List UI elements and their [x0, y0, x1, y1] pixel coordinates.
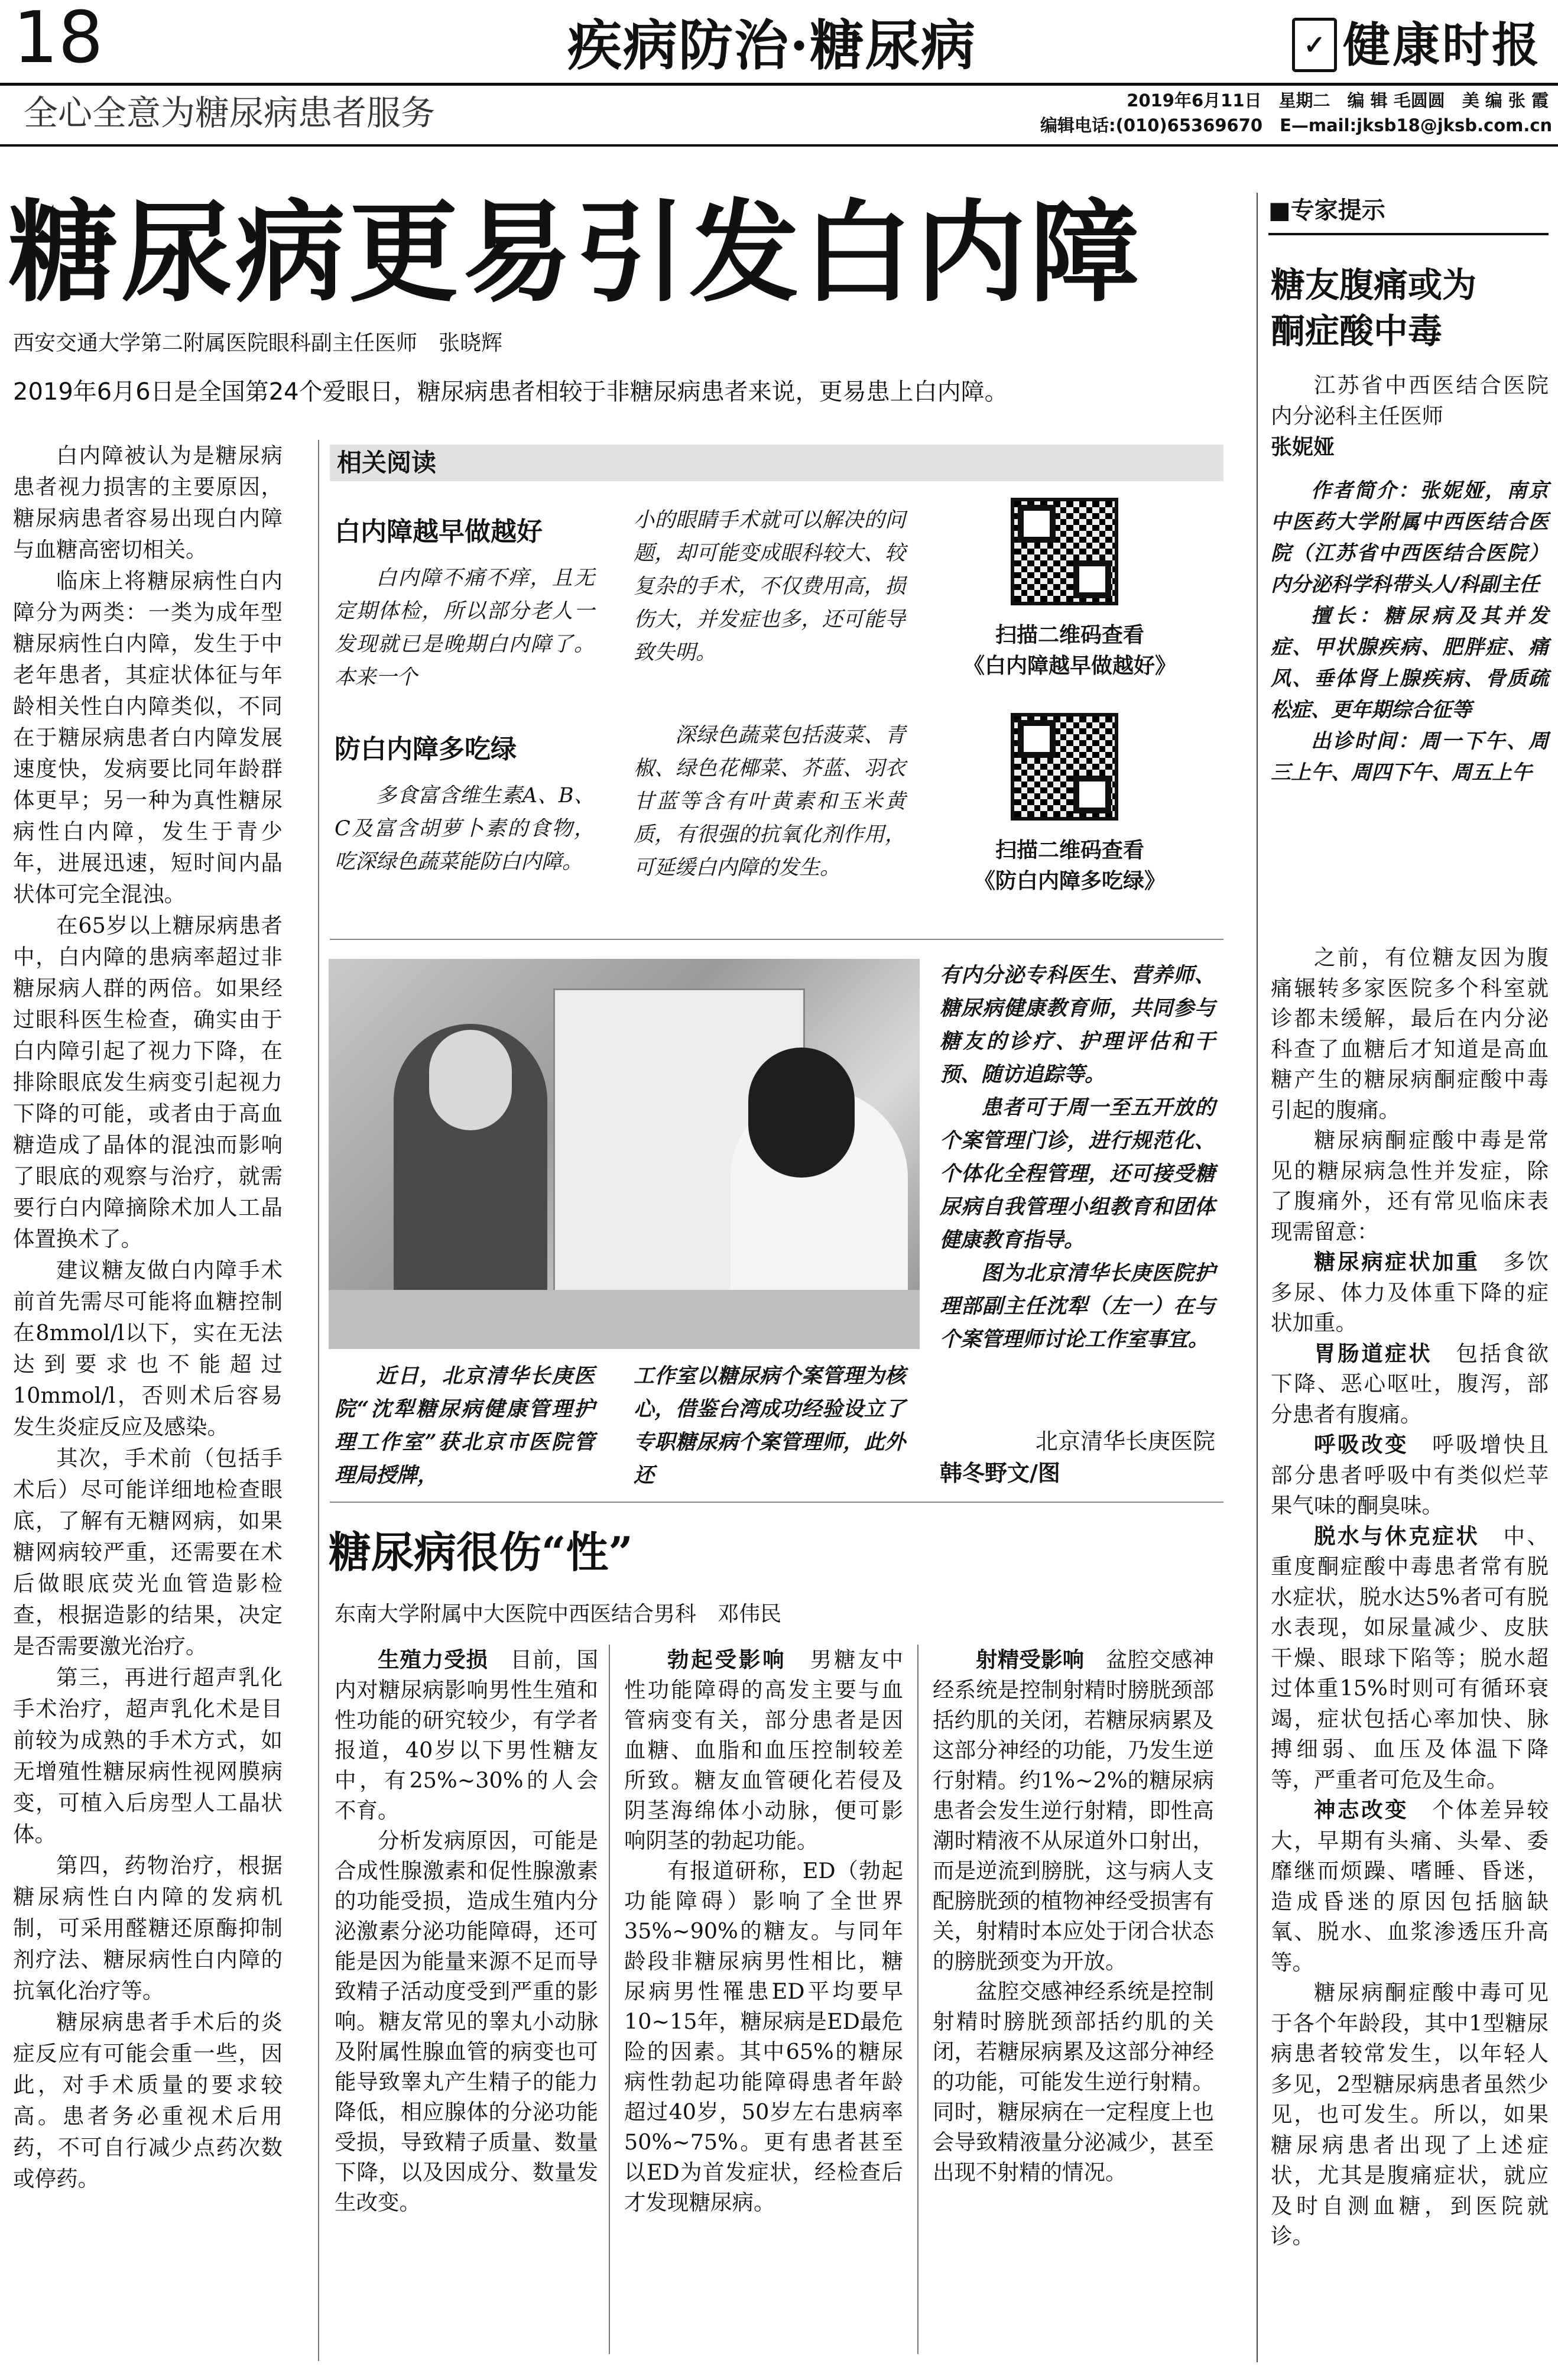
sidebar-paragraph	[1271, 942, 1549, 1125]
page-number: 18	[13, 0, 103, 79]
related-item2-text-b	[634, 719, 905, 884]
paragraph-text: 男糖友中性功能障碍的高发主要与血管病变有关，部分患者是因血糖、血脂和血压控制较差所致。糖友血管硬化若侵及阴茎海绵体小动脉，便可影响阴茎的勃起功能。	[624, 1647, 904, 1853]
paragraph-text: 糖尿病酮症酸中毒是常见的糖尿病急性并发症，除了腹痛外，还有常见临床表现需留意：	[1271, 1127, 1549, 1244]
sidebar-paragraph	[1271, 1125, 1549, 1247]
related-reading-label: 相关阅读	[330, 445, 1223, 481]
related-item1-paragraph-a: 白内障不痛不痒，且无定期体检，所以部分老人一发现就已是晚期白内障了。本来一个	[335, 566, 595, 689]
subhead: 糖尿病症状加重	[1314, 1249, 1480, 1275]
subhead: 脱水与休克症状	[1314, 1523, 1480, 1549]
paragraph-text: 盆腔交感神经系统是控制射精时膀胱颈部括约肌的关闭，若糖尿病累及这部分神经的功能，可能发生逆行射精。同时，糖尿病在一定程度上也会导致精液量分泌减少，甚至出现不射精的情况。	[933, 1979, 1214, 2185]
main-paragraph: 第四，药物治疗，根据糖尿病性白内障的发病机制，可采用醛糖还原酶抑制剂疗法、糖尿病性白内障的抗氧化治疗等。	[13, 1853, 283, 2003]
date-line: 2019年6月11日 星期二 编 辑 毛圆圆 美 编 张 霞	[1127, 90, 1549, 111]
photo-bottom-rule	[330, 1502, 1223, 1503]
section-title: 疾病防治·糖尿病	[567, 14, 977, 77]
bio-text: 周一下午、周三上午、周四下午、周五上午	[1271, 729, 1549, 784]
main-paragraph: 临床上将糖尿病性白内障分为两类：一类为成年型糖尿病性白内障，发生于中老年患者，其症状体征与年龄相关性白内障类似，不同在于糖尿病患者白内障发展速度快，发病要比同年龄群体更早；另一种为真性糖尿病性白内障，发生于青少年，进展迅速，短时间内晶状体可完全混浊。	[13, 568, 283, 907]
subhead: 呼吸改变	[1314, 1432, 1409, 1457]
related-item2-text-a	[335, 779, 595, 878]
subhead: 胃肠道症状	[1314, 1340, 1433, 1366]
second-byline: 东南大学附属中大医院中西医结合男科 邓伟民	[335, 1602, 782, 1626]
subhead: 勃起受影响	[667, 1647, 787, 1672]
masthead-rule-top	[0, 83, 1558, 86]
photo-person-left-face	[429, 1030, 512, 1130]
sidebar-author-org: 江苏省中西医结合医院内分泌科主任医师	[1271, 372, 1549, 429]
masthead-rule-bottom	[0, 144, 1558, 147]
sidebar-paragraph	[1271, 1521, 1549, 1795]
photo-caption-c	[940, 959, 1215, 1356]
subhead: 生殖力受损	[378, 1647, 488, 1672]
related-item1-title: 白内障越早做越好	[335, 517, 543, 547]
column-divider	[318, 440, 319, 2361]
second-col-3	[933, 1645, 1214, 2187]
photo-table	[329, 1290, 920, 1349]
related-item1-text-b	[634, 504, 905, 669]
qr1-caption-line1: 扫描二维码查看	[995, 623, 1144, 647]
paragraph-text: 有报道研称，ED（勃起功能障碍）影响了全世界35%~90%的糖友。与同年龄段非糖尿病男性相比，糖尿病男性罹患ED平均要早10~15年，糖尿病是ED最危险的因素。其中65%的糖尿病性勃起功能障碍患者年龄超过40岁，50岁左右患病率50%~75%。更有患者甚至以ED为首发症状，经检查后才发现糖尿病。	[624, 1858, 903, 2215]
sidebar-paragraph	[1271, 1429, 1549, 1521]
column-divider	[917, 1645, 918, 2354]
main-paragraph: 在65岁以上糖尿病患者中，白内障的患病率超过非糖尿病人群的两倍。如果经过眼科医生检查，确实由于白内障引起了视力下降，在排除眼底发生病变引起视力下降的可能，或者由于高血糖造成了晶体的混浊而影响了眼底的观察与治疗，就需要行白内障摘除术加人工晶体置换术了。	[13, 913, 283, 1251]
qr-code-icon[interactable]	[1011, 713, 1118, 821]
sidebar-paragraph	[1271, 1795, 1549, 1977]
paragraph-text: 个体差异较大，早期有头痛、头晕、委靡继而烦躁、嗜睡、昏迷，造成昏迷的原因包括脑缺氧、脱水、血浆渗透压升高等。	[1271, 1797, 1549, 1975]
main-paragraph: 其次，手术前（包括手术后）尽可能详细地检查眼底，了解有无糖网病，如果糖网病较严重，还需要在术后做眼底荧光血管造影检查，根据造影的结果，决定是否需要激光治疗。	[13, 1445, 283, 1659]
related-item1-paragraph-b: 小的眼睛手术就可以解决的问题，却可能变成眼科较大、较复杂的手术，不仅费用高，损伤大，并发症也多，还可能导致失明。	[634, 508, 905, 664]
qr-code-icon[interactable]	[1011, 498, 1118, 605]
paper-logo	[1292, 15, 1546, 74]
main-paragraph: 白内障被认为是糖尿病患者视力损害的主要原因，糖尿病患者容易出现白内障与血糖高密切相关。	[13, 443, 283, 562]
photo-caption-paragraph: 近日，北京清华长庚医院“沈犁糖尿病健康管理护理工作室”获北京市医院管理局授牌，	[335, 1364, 595, 1487]
main-paragraph: 糖尿病患者手术后的炎症反应有可能会重一些，因此，对手术质量的要求较高。患者务必重视术后用药，不可自行减少点药次数或停药。	[13, 2009, 283, 2191]
sidebar-paragraph	[1271, 1338, 1549, 1430]
bio-item	[1271, 726, 1549, 789]
second-col-1	[335, 1645, 598, 2217]
second-paragraph	[335, 1825, 598, 2217]
tagline: 全心全意为糖尿病患者服务	[24, 93, 436, 133]
sidebar-author-name: 张妮娅	[1271, 435, 1335, 459]
main-headline: 糖尿病更易引发白内障	[8, 187, 1144, 317]
sidebar-paragraph	[1271, 1977, 1549, 2252]
related-reading-bottom-rule	[330, 939, 1223, 940]
sidebar-divider	[1257, 193, 1258, 2362]
sidebar-bio	[1271, 475, 1549, 789]
sidebar-headline-line1: 糖友腹痛或为	[1271, 265, 1477, 305]
sidebar-label-rule	[1268, 233, 1549, 235]
paper-name: 健康时报	[1343, 17, 1541, 73]
bio-lead: 出诊时间：	[1311, 729, 1420, 753]
photo-credit-name: 韩冬野文/图	[940, 1460, 1060, 1486]
paragraph-text: 分析发病原因，可能是合成性腺激素和促性腺激素的功能受损，造成生殖内分泌激素分泌功能障碍，还可能是因为能量来源不足而导致精子活动度受到严重的影响。糖友常见的睾丸小动脉及附属性腺血管的病变也可能导致睾丸产生精子的能力降低，相应腺体的分泌功能受损，导致精子质量、数量下降，以及因成分、数量发生改变。	[335, 1828, 598, 2215]
bio-item	[1271, 601, 1549, 726]
subhead: 神志改变	[1314, 1797, 1409, 1823]
bio-text: 张妮娅，南京中医药大学附属中西医结合医院（江苏省中西医结合医院）内分泌科学科带头人/科副主任	[1271, 479, 1549, 596]
related-item2-paragraph-b: 深绿色蔬菜包括菠菜、青椒、绿色花椰菜、芥蓝、羽衣甘蓝等含有叶黄素和玉米黄质，有很强的抗氧化剂作用，可延缓白内障的发生。	[634, 724, 905, 880]
second-paragraph	[933, 1976, 1214, 2187]
qr2-caption-line1: 扫描二维码查看	[995, 838, 1144, 862]
bio-text: 糖尿病及其并发症、甲状腺疾病、肥胖症、痛风、垂体肾上腺疾病、骨质疏松症、更年期综合征等	[1271, 604, 1549, 722]
sidebar-paragraph	[1271, 1247, 1549, 1338]
second-col-2	[624, 1645, 903, 2217]
second-paragraph	[335, 1645, 598, 1825]
bio-item	[1271, 475, 1549, 601]
column-divider	[609, 1645, 610, 2354]
second-paragraph	[624, 1856, 903, 2217]
main-body-column	[13, 440, 283, 2194]
paragraph-text: 盆腔交感神经系统是控制射精时膀胱颈部括约肌的关闭，若糖尿病累及这部分神经的功能，乃发生逆行射精。约1%~2%的糖尿病患者会发生逆行射精，即性高潮时精液不从尿道外口射出，而是逆流到膀胱，这与病人支配膀胱颈的植物神经受损害有关，射精时本应处于闭合状态的膀胱颈变为开放。	[933, 1647, 1215, 1974]
photo-credit-org: 北京清华长庚医院	[1035, 1428, 1215, 1454]
paragraph-text: 目前，国内对糖尿病影响男性生殖和性功能的研究较少，有学者报道，40岁以下男性糖友中，有25%~30%的人会不育。	[335, 1647, 599, 1823]
second-paragraph	[933, 1645, 1214, 1976]
subhead: 射精受影响	[976, 1647, 1085, 1672]
related-item2-title: 防白内障多吃绿	[335, 734, 517, 764]
photo-caption-paragraph: 患者可于周一至五开放的个案管理门诊，进行规范化、个体化全程管理，还可接受糖尿病自我管理小组教育和团体健康教育指导。	[940, 1095, 1215, 1252]
related-item2-paragraph-a: 多食富含维生素A、B、C及富含胡萝卜素的食物，吃深绿色蔬菜能防白内障。	[335, 784, 595, 874]
qr1-caption-line2: 《白内障越早做越好》	[963, 654, 1176, 678]
contact-line: 编辑电话:(010)65369670 E—mail:jksb18@jksb.com.cn	[1040, 115, 1553, 135]
paragraph-text: 包括食欲下降、恶心呕吐，腹泻，部分患者有腹痛。	[1271, 1340, 1549, 1427]
photo-caption-b	[634, 1360, 905, 1492]
second-paragraph	[624, 1645, 903, 1856]
related-item1-text-a	[335, 562, 595, 694]
paragraph-text: 呼吸增快且部分患者呼吸中有类似烂苹果气味的酮臭味。	[1271, 1432, 1549, 1518]
news-photo	[329, 959, 920, 1349]
main-paragraph: 第三，再进行超声乳化手术治疗，超声乳化术是目前较为成熟的手术方式，如无增殖性糖尿病性视网膜病变，可植入后房型人工晶状体。	[13, 1665, 283, 1847]
bio-lead: 擅长：	[1311, 604, 1384, 628]
paragraph-text: 之前，有位糖友因为腹痛辗转多家医院多个科室就诊都未缓解，最后在内分泌科查了血糖后才知道是高血糖产生的糖尿病酮症酸中毒引起的腹痛。	[1271, 945, 1549, 1123]
photo-person-right-hair	[748, 1048, 855, 1178]
paragraph-text: 多饮多尿、体力及体重下降的症状加重。	[1271, 1249, 1549, 1335]
main-paragraph: 建议糖友做白内障手术前首先需尽可能将血糖控制在8mmol/l以下，实在无法达到要求也不能超过10mmol/l，否则术后容易发生炎症反应及感染。	[13, 1257, 283, 1439]
bio-lead: 作者简介：	[1311, 479, 1420, 502]
photo-caption-paragraph: 有内分泌专科医生、营养师、糖尿病健康教育师，共同参与糖友的诊疗、护理评估和干预、随访追踪等。	[940, 963, 1215, 1087]
photo-caption-paragraph: 工作室以糖尿病个案管理为核心，借鉴台湾成功经验设立了专职糖尿病个案管理师，此外还	[634, 1364, 905, 1487]
sidebar-headline-line2: 酮症酸中毒	[1271, 311, 1443, 351]
photo-caption-a	[335, 1360, 595, 1492]
second-headline: 糖尿病很伤“性”	[329, 1527, 633, 1577]
main-byline: 西安交通大学第二附属医院眼科副主任医师 张晓辉	[13, 331, 503, 355]
photo-caption-paragraph: 图为北京清华长庚医院护理部副主任沈犁（左一）在与个案管理师讨论工作室事宜。	[940, 1261, 1215, 1351]
main-lead: 2019年6月6日是全国第24个爱眼日，糖尿病患者相较于非糖尿病患者来说，更易患上白内障。	[13, 378, 1008, 406]
logo-emblem-icon: ✓	[1292, 18, 1337, 72]
sidebar-label: ■专家提示	[1268, 197, 1385, 224]
paragraph-text: 中、重度酮症酸中毒患者常有脱水症状，脱水达5%者可有脱水表现，如尿量减少、皮肤干燥、眼球下陷等；脱水超过体重15%时则可有循环衰竭，症状包括心率加快、脉搏细弱、血压及体温下降等，严重者可危及生命。	[1271, 1523, 1549, 1792]
sidebar-body	[1271, 942, 1549, 2252]
paragraph-text: 糖尿病酮症酸中毒可见于各个年龄段，其中1型糖尿病患者较常发生，以年轻人多见，2型糖尿病患者虽然少见，也可发生。所以，如果糖尿病患者出现了上述症状，尤其是腹痛症状，就应及时自测血糖，到医院就诊。	[1271, 1980, 1549, 2249]
qr2-caption-line2: 《防白内障多吃绿》	[973, 869, 1166, 893]
